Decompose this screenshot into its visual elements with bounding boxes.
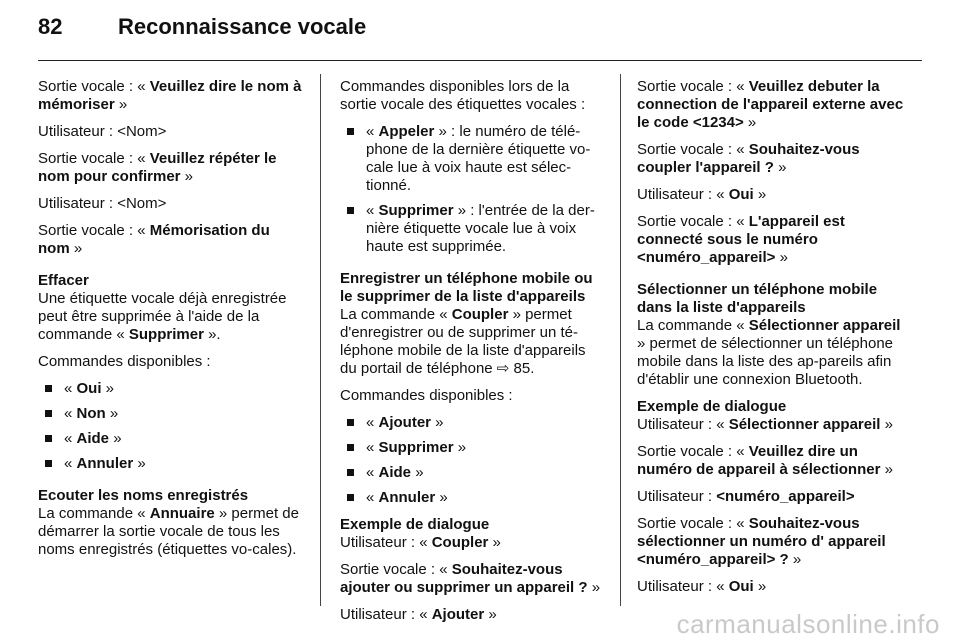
page-title: Reconnaissance vocale xyxy=(118,14,367,39)
section-heading-example: Exemple de dialogue xyxy=(637,398,787,415)
voice-tag-command-list xyxy=(340,123,606,256)
list-item: « Aide » xyxy=(340,464,606,482)
dialogue-line: Sortie vocale : « Mémorisation du nom » xyxy=(38,222,270,257)
listen-paragraph: La commande « Annuaire » permet de démarrer la sortie vocale de tous les noms enregistrés (étiquettes vo-cales). xyxy=(38,505,299,558)
page-header xyxy=(38,14,366,50)
column-divider-1 xyxy=(320,74,321,606)
page-number: 82 xyxy=(38,14,63,39)
erase-paragraph: Une étiquette vocale déjà enregistrée peut être supprimée à l'aide de la commande « Supprimer ». xyxy=(38,290,287,343)
section-heading-listen: Ecouter les noms enregistrés xyxy=(38,487,249,504)
select-paragraph: La commande « Sélectionner appareil » permet de sélectionner un téléphone mobile dans la liste des ap-pareils afin d'établir une connexion Bluetooth. xyxy=(637,317,901,388)
dialogue-line: Sortie vocale : « L'appareil est connecté sous le numéro <numéro_appareil> » xyxy=(637,213,845,266)
column-2 xyxy=(340,78,606,633)
list-item: « Non » xyxy=(38,405,304,423)
header-rule xyxy=(38,60,922,61)
available-commands-label: Commandes disponibles : xyxy=(340,387,513,404)
command-list xyxy=(340,414,606,507)
list-item: « Appeler » : le numéro de télé-phone de la dernière étiquette vo-cale lue à voix haute est sélec-tionné. xyxy=(340,123,606,195)
section-heading-select: Sélectionner un téléphone mobile dans la liste d'appareils xyxy=(637,281,878,316)
dialogue-line: Sortie vocale : « Souhaitez-vous coupler l'appareil ? » xyxy=(637,141,860,176)
dialogue-line: Utilisateur : « Coupler » xyxy=(340,534,501,551)
dialogue-line: Sortie vocale : « Veuillez répéter le nom pour confirmer » xyxy=(38,150,277,185)
page-reference-arrow-icon: ⇨ xyxy=(496,360,510,377)
list-item: « Supprimer » xyxy=(340,439,606,457)
dialogue-line: Sortie vocale : « Veuillez dire un numéro de appareil à sélectionner » xyxy=(637,443,893,478)
dialogue-line: Utilisateur : « Ajouter » xyxy=(340,606,497,623)
dialogue-line: Utilisateur : « Oui » xyxy=(637,186,767,203)
list-item: « Ajouter » xyxy=(340,414,606,432)
dialogue-line: Utilisateur : <Nom> xyxy=(38,123,167,140)
dialogue-line: Utilisateur : « Sélectionner appareil » xyxy=(637,416,893,433)
dialogue-line: Sortie vocale : « Veuillez dire le nom à mémoriser » xyxy=(38,78,302,113)
command-list xyxy=(38,380,304,473)
watermark: carmanualsonline.info xyxy=(676,609,940,639)
dialogue-line: Utilisateur : <Nom> xyxy=(38,195,167,212)
section-heading-example: Exemple de dialogue xyxy=(340,516,490,533)
column-1 xyxy=(38,78,304,568)
list-item: « Oui » xyxy=(38,380,304,398)
intro-paragraph: Commandes disponibles lors de la sortie vocale des étiquettes vocales : xyxy=(340,78,586,113)
list-item: « Annuler » xyxy=(340,489,606,507)
register-paragraph: La commande « Coupler » permet d'enregistrer ou de supprimer un té-léphone mobile de la liste d'appareils du portail de téléphone ⇨ 85. xyxy=(340,306,586,377)
column-3 xyxy=(637,78,905,605)
column-divider-2 xyxy=(620,74,621,606)
dialogue-line: Sortie vocale : « Veuillez debuter la connection de l'appareil externe avec le code <1234> » xyxy=(637,78,904,131)
available-commands-label: Commandes disponibles : xyxy=(38,353,211,370)
dialogue-line: Utilisateur : <numéro_appareil> xyxy=(637,488,855,505)
list-item: « Supprimer » : l'entrée de la der-nière étiquette vocale lue à voix haute est supprimée. xyxy=(340,202,606,256)
dialogue-line: Sortie vocale : « Souhaitez-vous ajouter ou supprimer un appareil ? » xyxy=(340,561,601,596)
dialogue-line: Utilisateur : « Oui » xyxy=(637,578,767,595)
list-item: « Aide » xyxy=(38,430,304,448)
section-heading-register: Enregistrer un téléphone mobile ou le supprimer de la liste d'appareils xyxy=(340,270,593,305)
list-item: « Annuler » xyxy=(38,455,304,473)
dialogue-line: Sortie vocale : « Souhaitez-vous sélectionner un numéro d' appareil <numéro_appareil> ? » xyxy=(637,515,886,568)
section-heading-erase: Effacer xyxy=(38,272,89,289)
